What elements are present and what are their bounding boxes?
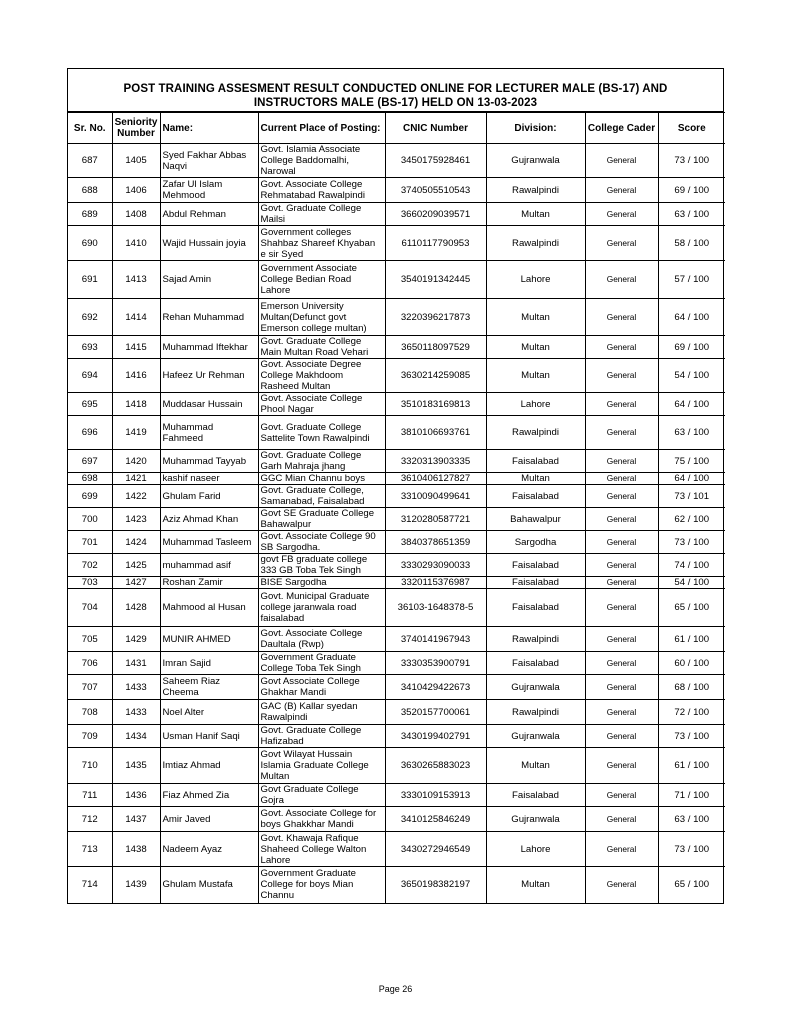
cell-seniority: 1433 xyxy=(112,700,160,725)
table-row xyxy=(68,832,725,867)
cell-cader: General xyxy=(585,784,658,807)
cell-score: 63 / 100 xyxy=(658,416,725,450)
cell-sr-no: 698 xyxy=(68,473,112,485)
cell-cader: General xyxy=(585,675,658,700)
cell-division: Rawalpindi xyxy=(486,700,585,725)
cell-posting: Govt. Graduate College Garh Mahraja jhang xyxy=(258,450,385,473)
cell-division: Multan xyxy=(486,299,585,336)
cell-sr-no: 699 xyxy=(68,485,112,508)
cell-posting: Emerson University Multan(Defunct govt Emerson college multan) xyxy=(258,299,385,336)
cell-score: 73 / 100 xyxy=(658,832,725,867)
cell-cnic: 3740505510543 xyxy=(385,178,486,203)
cell-name: Muhammad Tasleem xyxy=(160,531,258,554)
cell-sr-no: 704 xyxy=(68,589,112,627)
cell-name: Wajid Hussain joyia xyxy=(160,226,258,261)
title-line-1: POST TRAINING ASSESMENT RESULT CONDUCTED ONLINE FOR LECTURER MALE (BS-17) AND xyxy=(123,83,668,95)
cell-name: Saheem Riaz Cheema xyxy=(160,675,258,700)
cell-cader: General xyxy=(585,508,658,531)
cell-cnic: 3430199402791 xyxy=(385,725,486,748)
cell-division: Rawalpindi xyxy=(486,416,585,450)
cell-division: Multan xyxy=(486,203,585,226)
cell-name: Syed Fakhar Abbas Naqvi xyxy=(160,144,258,178)
page-number: Page 26 xyxy=(378,984,413,994)
cell-sr-no: 711 xyxy=(68,784,112,807)
table-row xyxy=(68,144,725,178)
cell-name: Muhammad Fahmeed xyxy=(160,416,258,450)
header-score: Score xyxy=(658,113,725,144)
table-row xyxy=(68,359,725,393)
cell-cnic: 3630214259085 xyxy=(385,359,486,393)
cell-division: Faisalabad xyxy=(486,652,585,675)
table-row xyxy=(68,178,725,203)
cell-score: 73 / 100 xyxy=(658,531,725,554)
cell-cnic: 3450175928461 xyxy=(385,144,486,178)
table-row xyxy=(68,393,725,416)
cell-seniority: 1408 xyxy=(112,203,160,226)
cell-seniority: 1418 xyxy=(112,393,160,416)
cell-sr-no: 706 xyxy=(68,652,112,675)
cell-sr-no: 707 xyxy=(68,675,112,700)
cell-score: 72 / 100 xyxy=(658,700,725,725)
cell-division: Rawalpindi xyxy=(486,226,585,261)
cell-score: 65 / 100 xyxy=(658,867,725,903)
header-division: Division: xyxy=(486,113,585,144)
table-row xyxy=(68,675,725,700)
cell-name: Roshan Zamir xyxy=(160,577,258,589)
cell-name: Muhammad Tayyab xyxy=(160,450,258,473)
cell-sr-no: 701 xyxy=(68,531,112,554)
header-cader: College Cader xyxy=(585,113,658,144)
cell-division: Lahore xyxy=(486,393,585,416)
cell-division: Gujranwala xyxy=(486,725,585,748)
cell-seniority: 1429 xyxy=(112,627,160,652)
cell-cader: General xyxy=(585,359,658,393)
cell-cader: General xyxy=(585,627,658,652)
cell-score: 69 / 100 xyxy=(658,336,725,359)
cell-sr-no: 710 xyxy=(68,748,112,784)
cell-name: Fiaz Ahmed Zia xyxy=(160,784,258,807)
cell-score: 68 / 100 xyxy=(658,675,725,700)
cell-division: Multan xyxy=(486,473,585,485)
cell-sr-no: 690 xyxy=(68,226,112,261)
cell-score: 73 / 101 xyxy=(658,485,725,508)
cell-seniority: 1416 xyxy=(112,359,160,393)
cell-cader: General xyxy=(585,336,658,359)
cell-cnic: 3410125846249 xyxy=(385,807,486,832)
cell-cnic: 3330353900791 xyxy=(385,652,486,675)
cell-cader: General xyxy=(585,832,658,867)
cell-cnic: 3540191342445 xyxy=(385,261,486,299)
cell-score: 57 / 100 xyxy=(658,261,725,299)
cell-cnic: 3520157700061 xyxy=(385,700,486,725)
cell-seniority: 1419 xyxy=(112,416,160,450)
header-seniority: Seniority Number xyxy=(112,113,160,144)
cell-score: 63 / 100 xyxy=(658,807,725,832)
table-header-row xyxy=(68,113,725,144)
cell-seniority: 1435 xyxy=(112,748,160,784)
cell-seniority: 1439 xyxy=(112,867,160,903)
cell-cader: General xyxy=(585,299,658,336)
table-row xyxy=(68,299,725,336)
results-table xyxy=(68,112,725,903)
cell-name: Noel Alter xyxy=(160,700,258,725)
cell-seniority: 1422 xyxy=(112,485,160,508)
cell-cnic: 3840378651359 xyxy=(385,531,486,554)
cell-score: 62 / 100 xyxy=(658,508,725,531)
cell-sr-no: 709 xyxy=(68,725,112,748)
cell-seniority: 1405 xyxy=(112,144,160,178)
cell-division: Faisalabad xyxy=(486,577,585,589)
cell-name: Imran Sajid xyxy=(160,652,258,675)
cell-sr-no: 702 xyxy=(68,554,112,577)
cell-seniority: 1438 xyxy=(112,832,160,867)
cell-cader: General xyxy=(585,178,658,203)
cell-posting: Government Graduate College Toba Tek Singh xyxy=(258,652,385,675)
cell-name: kashif naseer xyxy=(160,473,258,485)
cell-cader: General xyxy=(585,700,658,725)
cell-seniority: 1434 xyxy=(112,725,160,748)
cell-division: Faisalabad xyxy=(486,589,585,627)
cell-posting: Govt. Associate College for boys Ghakkhar Mandi xyxy=(258,807,385,832)
cell-score: 64 / 100 xyxy=(658,393,725,416)
cell-seniority: 1410 xyxy=(112,226,160,261)
cell-cnic: 3330293090033 xyxy=(385,554,486,577)
cell-cader: General xyxy=(585,554,658,577)
cell-name: Hafeez Ur Rehman xyxy=(160,359,258,393)
cell-cnic: 3810106693761 xyxy=(385,416,486,450)
cell-sr-no: 693 xyxy=(68,336,112,359)
cell-seniority: 1436 xyxy=(112,784,160,807)
cell-sr-no: 700 xyxy=(68,508,112,531)
cell-cader: General xyxy=(585,416,658,450)
cell-name: Amir Javed xyxy=(160,807,258,832)
cell-seniority: 1414 xyxy=(112,299,160,336)
cell-seniority: 1427 xyxy=(112,577,160,589)
cell-score: 65 / 100 xyxy=(658,589,725,627)
cell-cader: General xyxy=(585,261,658,299)
cell-score: 63 / 100 xyxy=(658,203,725,226)
cell-cader: General xyxy=(585,226,658,261)
cell-score: 61 / 100 xyxy=(658,627,725,652)
cell-sr-no: 703 xyxy=(68,577,112,589)
cell-cnic: 3510183169813 xyxy=(385,393,486,416)
cell-name: Ghulam Mustafa xyxy=(160,867,258,903)
cell-division: Faisalabad xyxy=(486,485,585,508)
cell-posting: govt FB graduate college 333 GB Toba Tek Singh xyxy=(258,554,385,577)
cell-cnic: 3220396217873 xyxy=(385,299,486,336)
table-row xyxy=(68,652,725,675)
cell-cader: General xyxy=(585,393,658,416)
cell-division: Faisalabad xyxy=(486,450,585,473)
cell-seniority: 1433 xyxy=(112,675,160,700)
cell-cnic: 3610406127827 xyxy=(385,473,486,485)
cell-posting: GGC Mian Channu boys xyxy=(258,473,385,485)
cell-name: Mahmood al Husan xyxy=(160,589,258,627)
table-row xyxy=(68,700,725,725)
cell-cnic: 3650118097529 xyxy=(385,336,486,359)
cell-sr-no: 689 xyxy=(68,203,112,226)
cell-cader: General xyxy=(585,589,658,627)
cell-cader: General xyxy=(585,485,658,508)
table-row xyxy=(68,867,725,903)
cell-division: Multan xyxy=(486,867,585,903)
cell-score: 64 / 100 xyxy=(658,299,725,336)
table-row xyxy=(68,450,725,473)
document-title xyxy=(68,69,723,112)
cell-name: Nadeem Ayaz xyxy=(160,832,258,867)
cell-posting: BISE Sargodha xyxy=(258,577,385,589)
cell-sr-no: 714 xyxy=(68,867,112,903)
cell-sr-no: 705 xyxy=(68,627,112,652)
cell-score: 71 / 100 xyxy=(658,784,725,807)
cell-division: Rawalpindi xyxy=(486,627,585,652)
header-posting: Current Place of Posting: xyxy=(258,113,385,144)
cell-cader: General xyxy=(585,725,658,748)
cell-seniority: 1437 xyxy=(112,807,160,832)
cell-cader: General xyxy=(585,473,658,485)
cell-cader: General xyxy=(585,531,658,554)
cell-cader: General xyxy=(585,577,658,589)
cell-division: Multan xyxy=(486,359,585,393)
cell-posting: Govt. Associate College Daultala (Rwp) xyxy=(258,627,385,652)
cell-seniority: 1421 xyxy=(112,473,160,485)
cell-cader: General xyxy=(585,748,658,784)
cell-posting: Govt. Associate College 90 SB Sargodha. xyxy=(258,531,385,554)
table-row xyxy=(68,226,725,261)
table-body xyxy=(68,144,725,903)
table-row xyxy=(68,508,725,531)
cell-name: Muhammad Iftekhar xyxy=(160,336,258,359)
cell-posting: Govt. Graduate College Main Multan Road Vehari xyxy=(258,336,385,359)
table-row xyxy=(68,416,725,450)
cell-posting: Govt. Graduate College Hafizabad xyxy=(258,725,385,748)
cell-division: Gujranwala xyxy=(486,144,585,178)
cell-name: Muddasar Hussain xyxy=(160,393,258,416)
cell-sr-no: 691 xyxy=(68,261,112,299)
cell-posting: Govt. Graduate College, Samanabad, Faisalabad xyxy=(258,485,385,508)
table-row xyxy=(68,589,725,627)
table-row xyxy=(68,577,725,589)
cell-cnic: 6110117790953 xyxy=(385,226,486,261)
header-name: Name: xyxy=(160,113,258,144)
cell-name: muhammad asif xyxy=(160,554,258,577)
cell-name: MUNIR AHMED xyxy=(160,627,258,652)
cell-sr-no: 695 xyxy=(68,393,112,416)
cell-division: Faisalabad xyxy=(486,554,585,577)
table-row xyxy=(68,725,725,748)
table-row xyxy=(68,261,725,299)
cell-cnic: 3310090499641 xyxy=(385,485,486,508)
cell-sr-no: 697 xyxy=(68,450,112,473)
cell-score: 60 / 100 xyxy=(658,652,725,675)
cell-posting: Govt Graduate College Gojra xyxy=(258,784,385,807)
cell-posting: Govt. Associate Degree College Makhdoom Rasheed Multan xyxy=(258,359,385,393)
cell-seniority: 1413 xyxy=(112,261,160,299)
cell-cnic: 36103-1648378-5 xyxy=(385,589,486,627)
cell-cnic: 3650198382197 xyxy=(385,867,486,903)
cell-name: Zafar Ul Islam Mehmood xyxy=(160,178,258,203)
cell-seniority: 1415 xyxy=(112,336,160,359)
cell-posting: Govt. Associate College Rehmatabad Rawalpindi xyxy=(258,178,385,203)
table-row xyxy=(68,485,725,508)
cell-name: Abdul Rehman xyxy=(160,203,258,226)
table-row xyxy=(68,531,725,554)
title-line-2: INSTRUCTORS MALE (BS-17) HELD ON 13-03-2023 xyxy=(253,97,538,109)
cell-score: 69 / 100 xyxy=(658,178,725,203)
cell-cnic: 3320115376987 xyxy=(385,577,486,589)
cell-posting: Govt Associate College Ghakhar Mandi xyxy=(258,675,385,700)
cell-posting: Govt. Municipal Graduate college jaranwala road faisalabad xyxy=(258,589,385,627)
cell-score: 75 / 100 xyxy=(658,450,725,473)
table-row xyxy=(68,336,725,359)
cell-cnic: 3740141967943 xyxy=(385,627,486,652)
cell-posting: Govt Wilayat Hussain Islamia Graduate College Multan xyxy=(258,748,385,784)
table-row xyxy=(68,554,725,577)
cell-sr-no: 696 xyxy=(68,416,112,450)
cell-cader: General xyxy=(585,450,658,473)
cell-score: 58 / 100 xyxy=(658,226,725,261)
table-row xyxy=(68,807,725,832)
table-row xyxy=(68,748,725,784)
cell-seniority: 1425 xyxy=(112,554,160,577)
cell-sr-no: 694 xyxy=(68,359,112,393)
cell-sr-no: 712 xyxy=(68,807,112,832)
cell-name: Imtiaz Ahmad xyxy=(160,748,258,784)
cell-sr-no: 692 xyxy=(68,299,112,336)
cell-seniority: 1420 xyxy=(112,450,160,473)
cell-division: Sargodha xyxy=(486,531,585,554)
cell-seniority: 1423 xyxy=(112,508,160,531)
cell-cnic: 3320313903335 xyxy=(385,450,486,473)
cell-name: Rehan Muhammad xyxy=(160,299,258,336)
cell-cnic: 3630265883023 xyxy=(385,748,486,784)
cell-seniority: 1424 xyxy=(112,531,160,554)
cell-name: Aziz Ahmad Khan xyxy=(160,508,258,531)
cell-score: 73 / 100 xyxy=(658,725,725,748)
header-sr-no: Sr. No. xyxy=(68,113,112,144)
cell-seniority: 1428 xyxy=(112,589,160,627)
cell-cnic: 3330109153913 xyxy=(385,784,486,807)
cell-score: 73 / 100 xyxy=(658,144,725,178)
table-row xyxy=(68,203,725,226)
cell-posting: Govt. Associate College Phool Nagar xyxy=(258,393,385,416)
cell-sr-no: 713 xyxy=(68,832,112,867)
cell-posting: Government Graduate College for boys Mian Channu xyxy=(258,867,385,903)
cell-cnic: 3410429422673 xyxy=(385,675,486,700)
cell-posting: Govt SE Graduate College Bahawalpur xyxy=(258,508,385,531)
header-cnic: CNIC Number xyxy=(385,113,486,144)
cell-sr-no: 708 xyxy=(68,700,112,725)
cell-seniority: 1431 xyxy=(112,652,160,675)
cell-cader: General xyxy=(585,867,658,903)
cell-posting: Govt. Khawaja Rafique Shaheed College Walton Lahore xyxy=(258,832,385,867)
cell-division: Bahawalpur xyxy=(486,508,585,531)
cell-posting: GAC (B) Kallar syedan Rawalpindi xyxy=(258,700,385,725)
cell-cnic: 3660209039571 xyxy=(385,203,486,226)
cell-score: 64 / 100 xyxy=(658,473,725,485)
cell-score: 74 / 100 xyxy=(658,554,725,577)
cell-division: Multan xyxy=(486,748,585,784)
cell-division: Rawalpindi xyxy=(486,178,585,203)
cell-sr-no: 687 xyxy=(68,144,112,178)
cell-division: Gujranwala xyxy=(486,807,585,832)
table-row xyxy=(68,473,725,485)
cell-cnic: 3120280587721 xyxy=(385,508,486,531)
cell-seniority: 1406 xyxy=(112,178,160,203)
cell-division: Multan xyxy=(486,336,585,359)
cell-posting: Govt. Graduate College Mailsi xyxy=(258,203,385,226)
cell-division: Lahore xyxy=(486,261,585,299)
cell-division: Lahore xyxy=(486,832,585,867)
cell-name: Sajad Amin xyxy=(160,261,258,299)
cell-division: Gujranwala xyxy=(486,675,585,700)
cell-score: 61 / 100 xyxy=(658,748,725,784)
cell-cnic: 3430272946549 xyxy=(385,832,486,867)
cell-posting: Govt. Islamia Associate College Baddomalhi, Narowal xyxy=(258,144,385,178)
cell-score: 54 / 100 xyxy=(658,577,725,589)
cell-score: 54 / 100 xyxy=(658,359,725,393)
cell-posting: Govt. Graduate College Sattelite Town Rawalpindi xyxy=(258,416,385,450)
cell-cader: General xyxy=(585,807,658,832)
cell-cader: General xyxy=(585,203,658,226)
cell-posting: Government colleges Shahbaz Shareef Khyaban e sir Syed xyxy=(258,226,385,261)
cell-cader: General xyxy=(585,144,658,178)
cell-name: Ghulam Farid xyxy=(160,485,258,508)
cell-cader: General xyxy=(585,652,658,675)
result-sheet xyxy=(67,68,724,904)
cell-name: Usman Hanif Saqi xyxy=(160,725,258,748)
cell-division: Faisalabad xyxy=(486,784,585,807)
table-row xyxy=(68,784,725,807)
cell-sr-no: 688 xyxy=(68,178,112,203)
cell-posting: Government Associate College Bedian Road Lahore xyxy=(258,261,385,299)
table-row xyxy=(68,627,725,652)
